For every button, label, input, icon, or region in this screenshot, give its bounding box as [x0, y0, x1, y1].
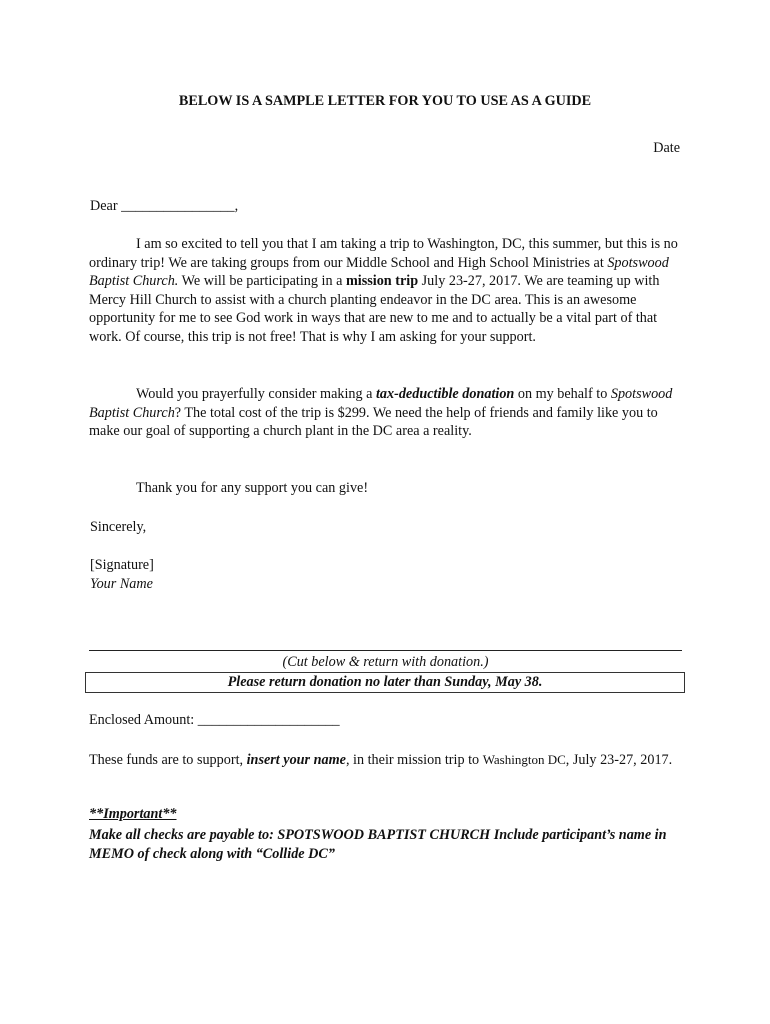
your-name-placeholder: Your Name — [90, 576, 153, 592]
insert-name-emphasis: insert your name — [246, 752, 346, 768]
tax-deductible-emphasis: tax-deductible donation — [375, 386, 515, 402]
funds-text-3: , July 23-27, 2017. — [565, 752, 673, 768]
cut-line — [89, 650, 682, 651]
church-name: Spotswood Baptist Church — [89, 386, 673, 421]
destination: Washington DC — [482, 752, 566, 767]
paragraph-intro — [89, 235, 689, 347]
thanks-line: Thank you for any support you can give! — [136, 480, 369, 496]
p2-text-1: Would you prayerfully consider making a — [136, 386, 376, 402]
p1-text-1: I am so excited to tell you that I am taking a trip to Washington, DC, this summer, but this is no ordinary trip! We are taking groups from our Middle School and High School Ministries at — [89, 236, 678, 271]
enclosed-amount-line: Enclosed Amount: ____________________ — [89, 712, 340, 728]
important-label: **Important** — [89, 806, 177, 822]
payable-instructions: Make all checks are payable to: SPOTSWOOD BAPTIST CHURCH Include participant’s name in MEMO of check along with “Collide DC” — [89, 827, 667, 862]
p2-text-2: on my behalf to — [514, 386, 611, 402]
funds-purpose — [89, 751, 689, 770]
deadline-box: Please return donation no later than Sunday, May 38. — [85, 672, 685, 693]
p1-text-3: July 23-27, 2017. We are teaming up with Mercy Hill Church to assist with a church planting endeavor in the DC area. This is an awesome opportunity for me to see God work in ways that are new to me and to actually be a vital part of that work. Of course, this trip is not free! That is why I am asking for your support. — [89, 273, 660, 345]
p2-text-3: ? The total cost of the trip is $299. We need the help of friends and family like you to make our goal of supporting a church plant in the DC area a reality. — [89, 404, 658, 440]
date-line: Date — [653, 140, 680, 156]
signature-placeholder: [Signature] — [90, 557, 154, 573]
page-heading: BELOW IS A SAMPLE LETTER FOR YOU TO USE AS A GUIDE — [178, 93, 592, 109]
p1-text-2: We will be participating in a — [178, 273, 346, 290]
funds-text-1: These funds are to support, — [89, 752, 247, 768]
paragraph-donation — [89, 385, 689, 441]
mission-trip-emphasis: mission trip — [345, 273, 419, 290]
salutation: Dear ________________, — [90, 198, 239, 214]
closing: Sincerely, — [90, 519, 147, 535]
cut-instruction: (Cut below & return with donation.) — [282, 654, 489, 670]
church-name: Spotswood Baptist Church. — [89, 254, 669, 290]
funds-text-2: , in their mission trip to — [345, 752, 483, 768]
